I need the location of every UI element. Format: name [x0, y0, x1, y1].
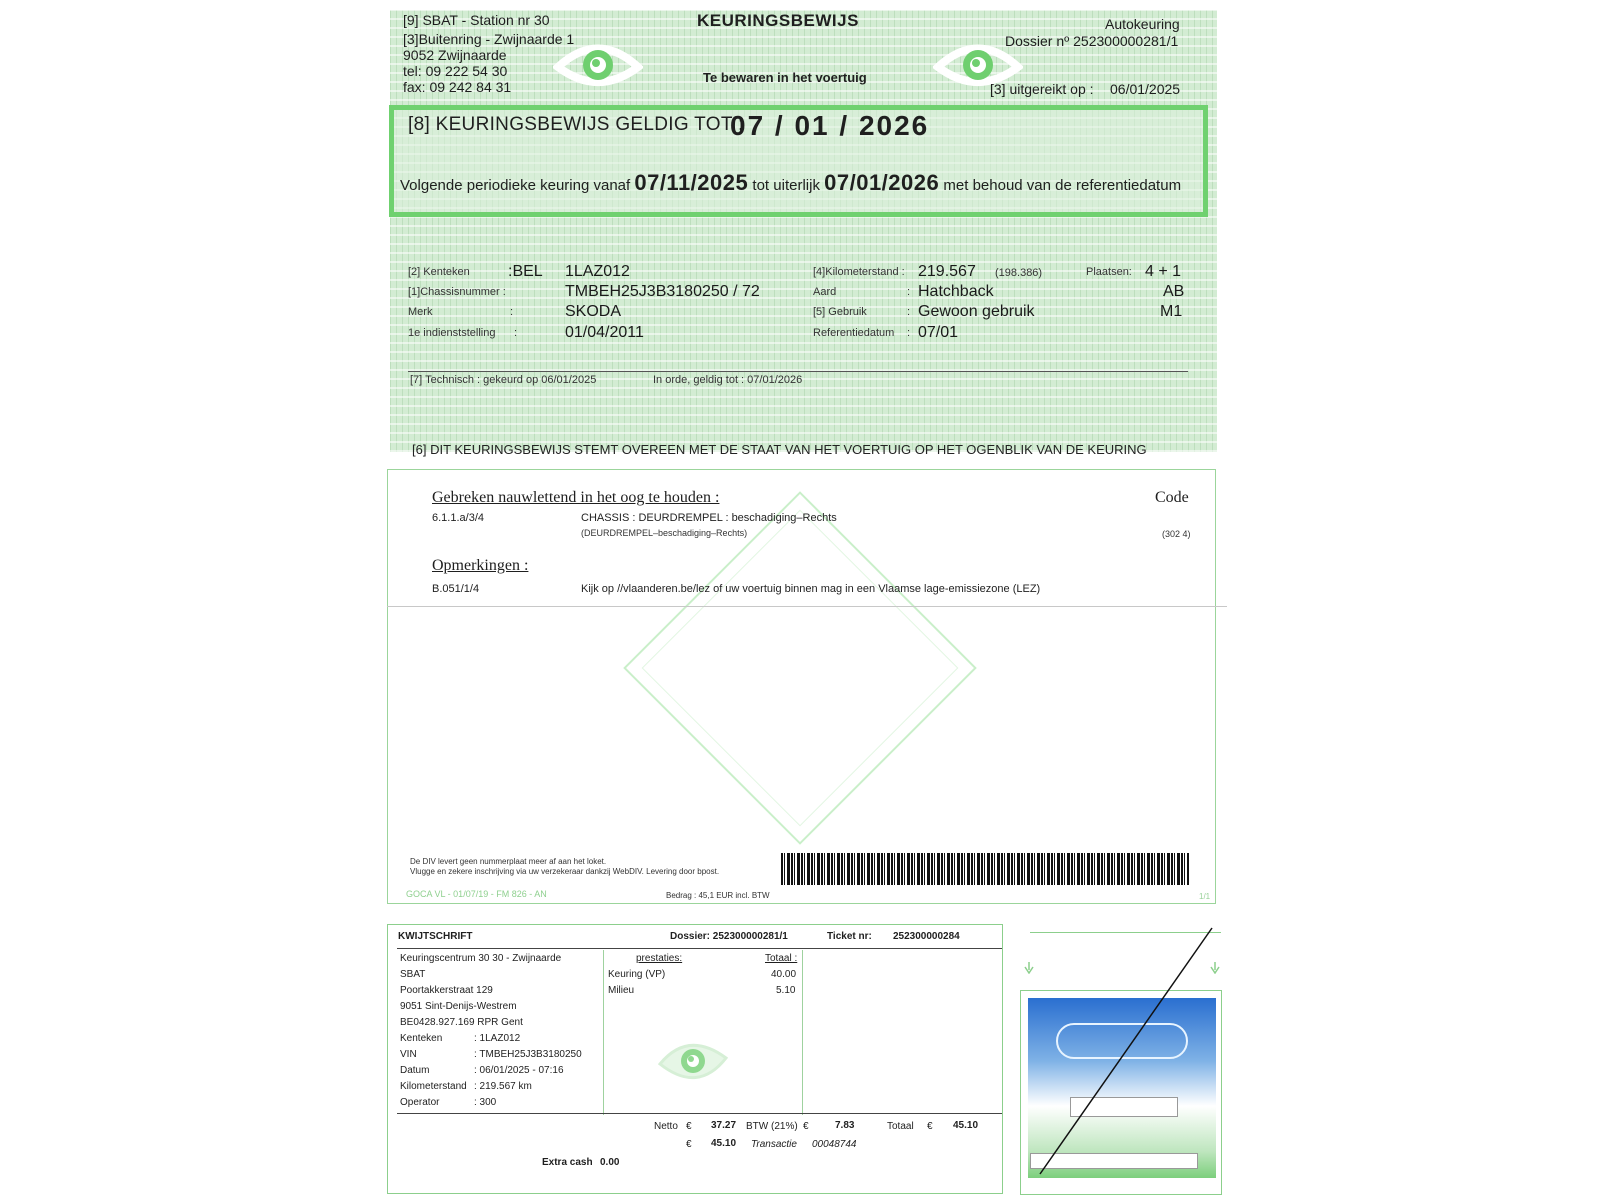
dossier-number: Dossier nº 252300000281/1: [1005, 33, 1179, 49]
vehicle-usage: Gewoon gebruik: [918, 303, 1035, 320]
receipt-field-label: Kenteken: [400, 1033, 443, 1044]
usage-code: M1: [1160, 303, 1183, 320]
reference-date-colon: :: [907, 327, 911, 339]
station-line: [9] SBAT - Station nr 30: [403, 12, 550, 28]
certificate-title: KEURINGSBEWIJS: [697, 11, 859, 30]
goca-eye-watermark-icon: [658, 1024, 728, 1092]
form-code: GOCA VL - 01/07/19 - FM 826 - AN: [406, 889, 547, 899]
kind-code: AB: [1163, 283, 1185, 300]
defect-text: CHASSIS : DEURDREMPEL : beschadiging–Rechts: [581, 512, 837, 524]
conformity-statement: [6] DIT KEURINGSBEWIJS STEMT OVEREEN MET DE STAAT VAN HET VOERTUIG OP HET OGENBLIK VAN DE KEURING: [412, 442, 1147, 457]
paid-value: 45.10: [711, 1138, 737, 1149]
extra-cash-label: Extra cash: [542, 1157, 593, 1168]
receipt-total-line: [397, 1113, 1002, 1114]
service-name: Milieu: [608, 985, 635, 996]
plate-label: [2] Kenteken: [408, 266, 470, 278]
receipt-dossier: Dossier: 252300000281/1: [670, 931, 788, 942]
plate-number: 1LAZ012: [565, 263, 630, 280]
receipt-title: KWIJTSCHRIFT: [398, 931, 473, 942]
ticket-label: Ticket nr:: [827, 931, 872, 942]
code-header: Code: [1155, 489, 1189, 506]
transaction-number: 00048744: [812, 1139, 857, 1150]
center-line: 9051 Sint-Denijs-Westrem: [400, 1001, 517, 1012]
inspection-type: Autokeuring: [1105, 16, 1180, 32]
defect-code: (302 4): [1162, 529, 1191, 539]
btw-currency: €: [803, 1121, 809, 1132]
remarks-title: Opmerkingen :: [432, 557, 529, 574]
make-label: Merk: [408, 306, 433, 318]
address-line-2: 9052 Zwijnaarde: [403, 47, 507, 63]
reference-date: 07/01: [918, 324, 959, 341]
plate-country: :BEL: [508, 263, 543, 280]
seats-value: 4 + 1: [1145, 263, 1182, 280]
transaction-label: Transactie: [751, 1139, 797, 1150]
first-registration-date: 01/04/2011: [565, 324, 644, 341]
center-line: Keuringscentrum 30 30 - Zwijnaarde: [400, 953, 562, 964]
station-fax: fax: 09 242 84 31: [403, 79, 512, 95]
service-amount: 40.00: [771, 969, 797, 980]
service-amount: 5.10: [776, 985, 796, 996]
km-value: 219.567: [918, 263, 976, 280]
receipt-field-value: : 06/01/2025 - 07:16: [474, 1065, 564, 1076]
extra-cash-value: 0.00: [600, 1157, 620, 1168]
reference-date-label: Referentiedatum: [813, 327, 895, 339]
receipt-field-value: : 1LAZ012: [474, 1033, 521, 1044]
vehicle-kind: Hatchback: [918, 283, 994, 300]
services-header: prestaties:: [636, 953, 683, 964]
total-currency: €: [927, 1121, 933, 1132]
receipt-column-divider: [603, 950, 604, 1115]
center-line: SBAT: [400, 969, 426, 980]
total-label: Totaal: [887, 1121, 914, 1132]
make-colon: :: [510, 306, 514, 318]
divider: [408, 371, 1188, 372]
first-registration-colon: :: [514, 327, 518, 339]
netto-currency: €: [686, 1121, 692, 1132]
defect-subtext: (DEURDREMPEL–beschadiging–Rechts): [581, 528, 748, 538]
km-label: [4]Kilometerstand :: [813, 266, 905, 278]
technical-inspected: [7] Technisch : gekeurd op 06/01/2025: [410, 374, 597, 386]
receipt-field-label: Operator: [400, 1097, 440, 1108]
address-line-1: [3]Buitenring - Zwijnaarde 1: [403, 31, 575, 47]
receipt-field-label: VIN: [400, 1049, 417, 1060]
receipt-field-label: Kilometerstand: [400, 1081, 467, 1092]
void-slash-line: [1020, 924, 1222, 1179]
goca-eye-logo-left-icon: [553, 35, 643, 95]
total-value: 45.10: [953, 1120, 979, 1131]
usage-label: [5] Gebruik: [813, 306, 867, 318]
defects-title: Gebreken nauwlettend in het oog te houden :: [432, 489, 720, 506]
next-inspection-from: 07/11/2025: [634, 170, 749, 195]
next-inspection-line: [400, 170, 1181, 196]
div-note-2: Vlugge en zekere inschrijving via uw verzekeraar dankzij WebDIV. Levering door bpost.: [410, 867, 720, 876]
barcode: [781, 853, 1189, 885]
div-note-1: De DIV levert geen nummerplaat meer af aan het loket.: [410, 857, 607, 866]
technical-in-order: In orde, geldig tot : 07/01/2026: [653, 374, 803, 386]
kind-colon: :: [907, 286, 911, 298]
center-line: BE0428.927.169 RPR Gent: [400, 1017, 523, 1028]
receipt-field-value: : TMBEH25J3B3180250: [474, 1049, 582, 1060]
service-name: Keuring (VP): [608, 969, 666, 980]
netto-label: Netto: [654, 1121, 678, 1132]
next-inspection-prefix: Volgende periodieke keuring vanaf: [400, 177, 631, 194]
usage-colon: :: [907, 306, 911, 318]
receipt-field-value: : 219.567 km: [474, 1081, 532, 1092]
services-total-header: Totaal :: [765, 953, 798, 964]
next-inspection-suffix: met behoud van de referentiedatum: [943, 177, 1182, 194]
receipt-column-divider: [802, 950, 803, 1115]
paid-currency: €: [686, 1139, 692, 1150]
btw-value: 7.83: [835, 1120, 855, 1131]
next-inspection-until: 07/01/2026: [824, 170, 940, 195]
issued-label: [3] uitgereikt op :: [990, 81, 1094, 97]
km-previous: (198.386): [995, 267, 1043, 279]
next-inspection-mid: tot uiterlijk: [752, 177, 820, 194]
receipt-field-label: Datum: [400, 1065, 430, 1076]
amount-note: Bedrag : 45,1 EUR incl. BTW: [666, 891, 770, 900]
issued-date: 06/01/2025: [1110, 81, 1181, 97]
first-registration-label: 1e indienststelling: [408, 327, 496, 339]
ticket-number: 252300000284: [893, 931, 960, 942]
fold-line: [387, 606, 1227, 607]
keep-in-vehicle-note: Te bewaren in het voertuig: [703, 70, 867, 85]
kind-label: Aard: [813, 286, 837, 298]
page-number: 1/1: [1199, 892, 1211, 901]
station-tel: tel: 09 222 54 30: [403, 63, 508, 79]
remark-text: Kijk op //vlaanderen.be/lez of uw voertuig binnen mag in een Vlaamse lage-emissiezone (LEZ): [581, 583, 1041, 595]
receipt-field-value: : 300: [474, 1097, 497, 1108]
validity-label: [8] KEURINGSBEWIJS GELDIG TOT :: [408, 114, 744, 135]
chassis-number: TMBEH25J3B3180250 / 72: [565, 283, 760, 300]
chassis-label: [1]Chassisnummer :: [408, 286, 506, 298]
defect-ref: 6.1.1.a/3/4: [432, 512, 484, 524]
vehicle-make: SKODA: [565, 303, 622, 320]
center-line: Poortakkerstraat 129: [400, 985, 493, 996]
seats-label: Plaatsen:: [1086, 266, 1132, 278]
netto-value: 37.27: [711, 1120, 737, 1131]
receipt-header-line: [397, 948, 1002, 949]
btw-label: BTW (21%): [746, 1121, 798, 1132]
validity-box: [389, 105, 1208, 217]
remark-ref: B.051/1/4: [432, 583, 480, 595]
validity-date: 07 / 01 / 2026: [730, 110, 930, 141]
